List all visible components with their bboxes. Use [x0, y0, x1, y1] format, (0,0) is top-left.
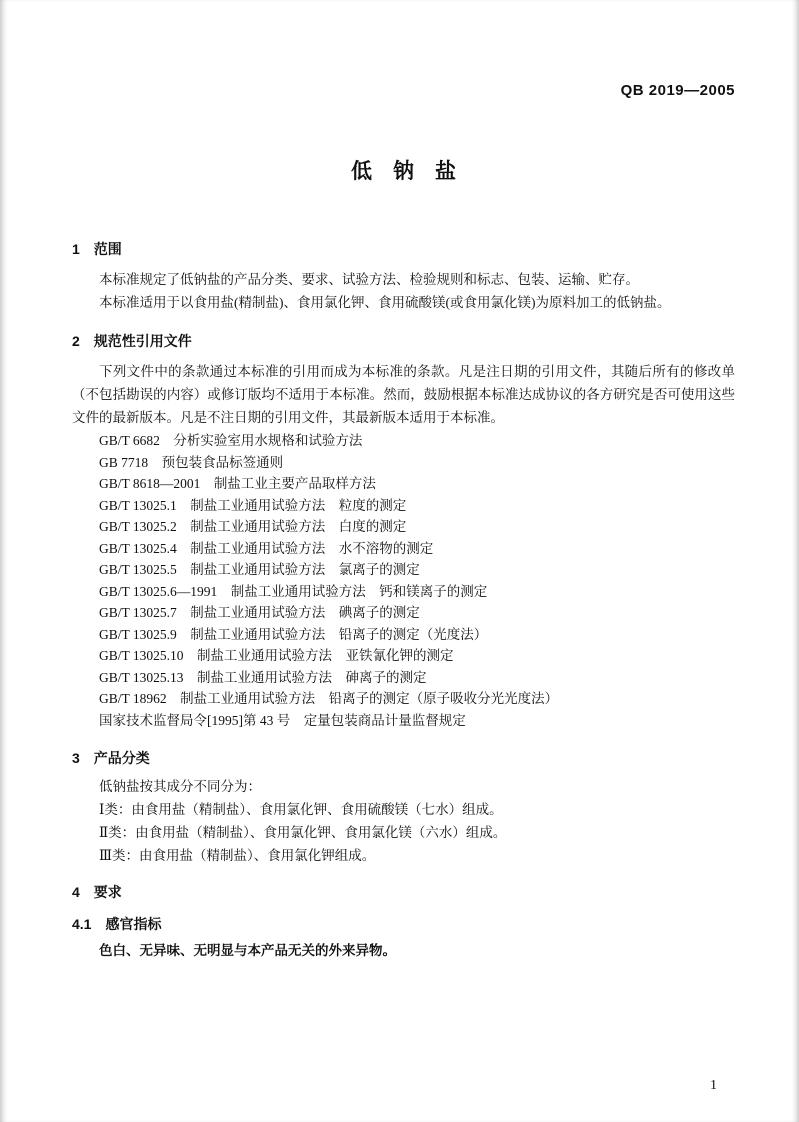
reference-item: GB/T 13025.7 制盐工业通用试验方法 碘离子的测定: [99, 605, 420, 620]
reference-item: GB/T 6682 分析实验室用水规格和试验方法: [99, 433, 363, 448]
reference-item: GB/T 18962 制盐工业通用试验方法 铅离子的测定（原子吸收分光光度法）: [99, 691, 559, 706]
reference-item: GB/T 13025.13 制盐工业通用试验方法 砷离子的测定: [99, 669, 427, 685]
section-4-heading: 4 要求: [72, 884, 122, 900]
reference-item: GB/T 13025.5 制盐工业通用试验方法 氯离子的测定: [99, 562, 420, 577]
reference-item: GB/T 8618—2001 制盐工业主要产品取样方法: [99, 476, 376, 491]
reference-item: GB/T 13025.10 制盐工业通用试验方法 亚铁氰化钾的测定: [99, 648, 454, 663]
section-1-heading: 1 范围: [72, 241, 122, 257]
section-3-heading: 3 产品分类: [72, 750, 150, 766]
section-1-paragraph: 本标准规定了低钠盐的产品分类、要求、试验方法、检验规则和标志、包装、运输、贮存。: [99, 272, 639, 287]
reference-item: GB 7718 预包装食品标签通则: [99, 454, 284, 470]
reference-item: GB/T 13025.2 制盐工业通用试验方法 白度的测定: [99, 519, 407, 534]
page-number: 1: [710, 1078, 717, 1093]
section-1-body: [72, 268, 735, 314]
section-4-1-heading: 4.1 感官指标: [72, 916, 162, 932]
section-1-paragraph: 本标准适用于以食用盐(精制盐)、食用氯化钾、食用硫酸镁(或食用氯化镁)为原料加工的低钠盐。: [99, 295, 671, 310]
section-2-intro: 下列文件中的条款通过本标准的引用而成为本标准的条款。凡是注日期的引用文件，其随后所有的修改单（不包括勘误的内容）或修订版均不适用于本标准。然而，鼓励根据本标准达成协议的各方研究是否可使用这些文件的最新版本。凡是不注日期的引用文件，其最新版本适用于本标准。: [72, 364, 735, 425]
section-4-1-text: 色白、无异味、无明显与本产品无关的外来异物。: [99, 943, 396, 958]
page-content: [72, 0, 735, 962]
document-title: 低 钠 盐: [351, 160, 456, 183]
reference-item: GB/T 13025.9 制盐工业通用试验方法 铅离子的测定（光度法）: [99, 626, 488, 642]
product-class-item: Ⅲ类：由食用盐（精制盐）、食用氯化钾组成。: [99, 848, 376, 863]
reference-item: GB/T 13025.4 制盐工业通用试验方法 水不溶物的测定: [99, 540, 434, 556]
reference-item: 国家技术监督局令[1995]第 43 号 定量包装商品计量监督规定: [99, 712, 466, 728]
product-class-item: Ⅰ类：由食用盐（精制盐）、食用氯化钾、食用硫酸镁（七水）组成。: [99, 802, 503, 817]
product-class-item: Ⅱ类：由食用盐（精制盐）、食用氯化钾、食用氯化镁（六水）组成。: [99, 825, 507, 840]
product-class-list: [72, 798, 735, 867]
reference-item: GB/T 13025.6—1991 制盐工业通用试验方法 钙和镁离子的测定: [99, 583, 488, 599]
section-2-heading: 2 规范性引用文件: [72, 333, 192, 349]
standard-code: QB 2019—2005: [620, 82, 735, 99]
section-3-intro: 低钠盐按其成分不同分为：: [99, 779, 261, 794]
reference-item: GB/T 13025.1 制盐工业通用试验方法 粒度的测定: [99, 497, 407, 513]
reference-list: [72, 430, 735, 731]
